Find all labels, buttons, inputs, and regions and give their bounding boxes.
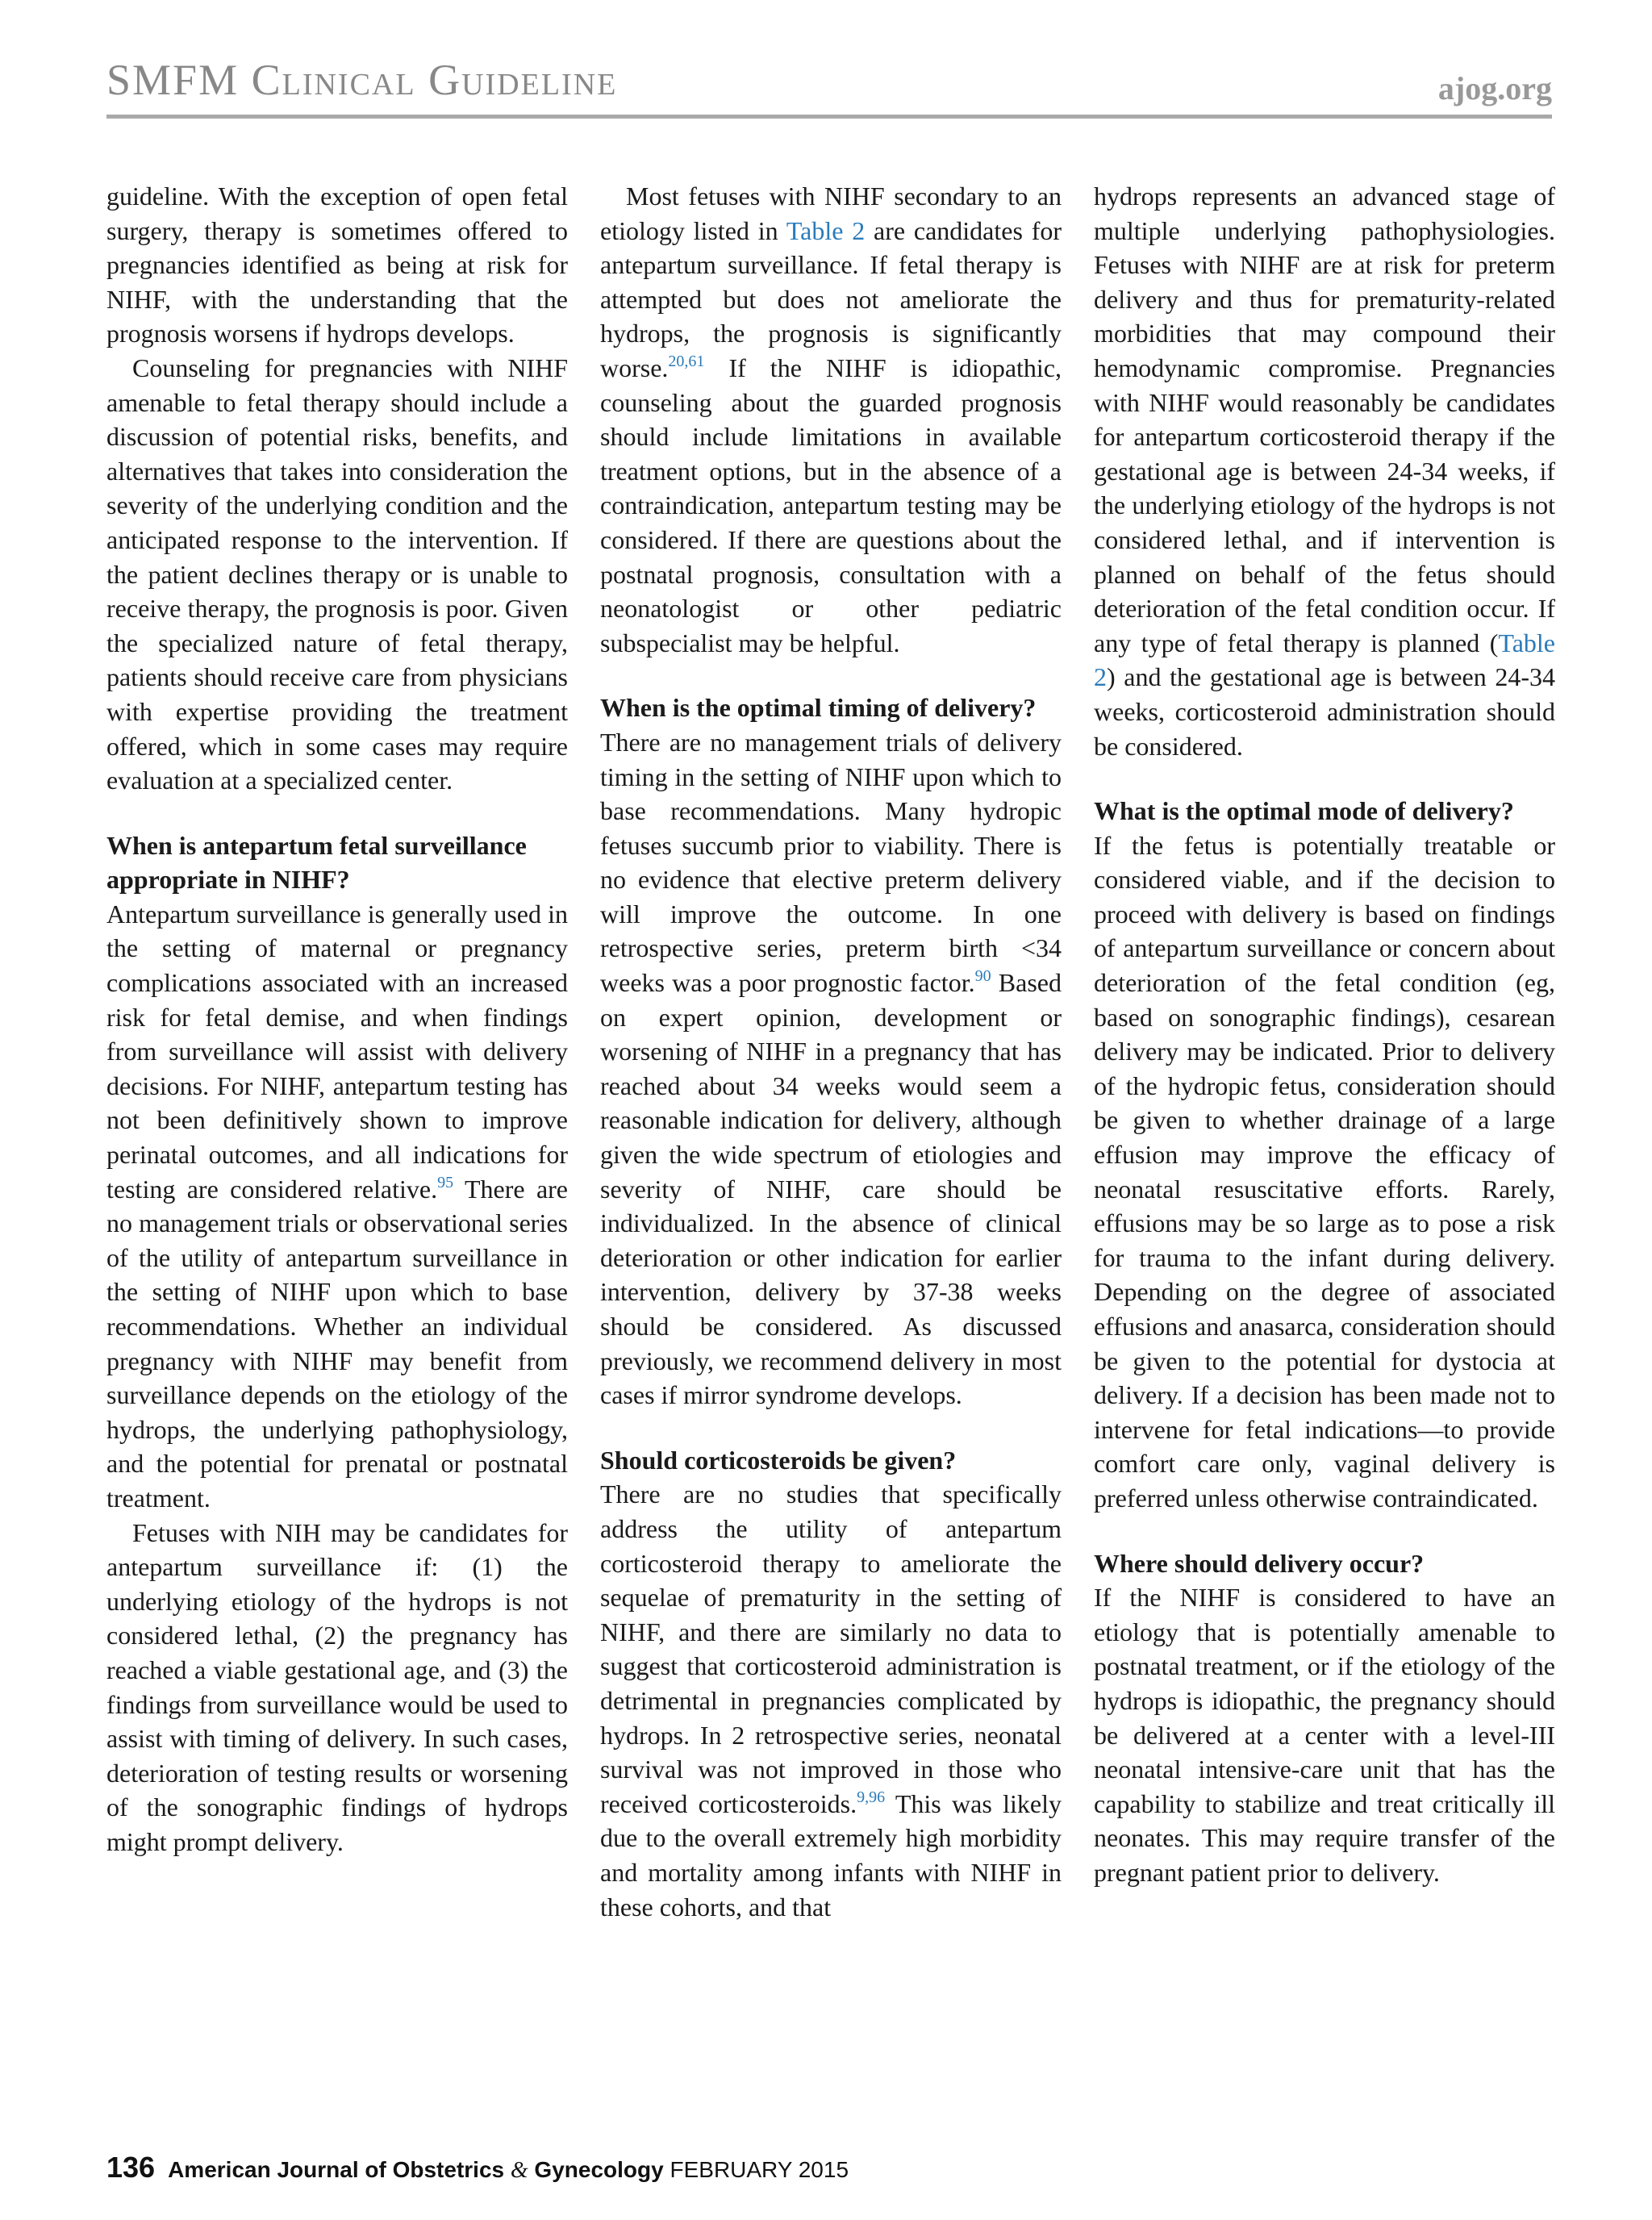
table-link[interactable]: Table 2 — [786, 215, 866, 245]
page-number: 136 — [106, 2151, 156, 2184]
text-run: hydrops represents an advanced stage of multiple underlying pathophysiologies. Fetuses with NIHF are at risk for preterm delivery and thus for prematurity-related morbidities that may compound their hemodynamic compromise. Pregnancies with NIHF would reasonably be candidates for antepartum corticosteroid therapy if the gestational age is between 24-34 weeks, if the underlying etiology of the hydrops is not considered lethal, and if intervention is planned on behalf of the fetus should deterioration of the fetal condition occur. If any type of fetal therapy is planned ( — [1094, 182, 1555, 657]
text-run: There are no management trials or observational series of the utility of antepartum surveillance in the setting of NIHF upon which to base recommendations. Whether an individual pregnancy with NIHF may benefit from surveillance depends on the etiology of the hydrops, the underlying pathophysiology, and the potential for prenatal or postnatal treatment. — [106, 1174, 569, 1513]
text-run: This was likely due to the overall extremely high morbidity and mortality among infants with NIHF in these cohorts, and that — [600, 1788, 1062, 1922]
section-heading: When is antepartum fetal surveillance appropriate in NIHF? — [106, 830, 527, 895]
text-run: Gynecology — [528, 2157, 664, 2182]
journal-name — [168, 2157, 664, 2182]
text-run: If the NIHF is idiopathic, counseling about the guarded prognosis should include limitations in available treatment options, but in the absence of a contraindication, antepartum testing may be considered. If there are questions about the postnatal prognosis, consultation with a neonatologist or other pediatric subspecialist may be helpful. — [600, 353, 1062, 657]
paragraph — [600, 179, 1062, 660]
text-run: American Journal of Obstetrics — [168, 2157, 511, 2182]
paragraph — [1094, 179, 1555, 763]
page-footer — [106, 2151, 849, 2185]
paragraph: If the NIHF is considered to have an etiology that is potentially amenable to postnatal treatment, or if the etiology of the hydrops is idiopathic, the pregnancy should be delivered at a center with a level-III neonatal intensive-care unit that has the capability to stabilize and treat critically ill neonates. This may require transfer of the pregnant patient prior to delivery. — [1094, 1583, 1555, 1887]
text-run: Antepartum surveillance is generally used in the setting of maternal or pregnancy complications associated with an increased risk for fetal demise, and when findings from surveillance will assist with delivery decisions. For NIHF, antepartum testing has not been definitively shown to improve perinatal outcomes, and all indications for testing are considered relative. — [106, 899, 568, 1204]
citation-link[interactable]: 20,61 — [668, 352, 705, 370]
issue-date: FEBRUARY 2015 — [670, 2157, 849, 2182]
paragraph: Fetuses with NIH may be candidates for antepartum surveillance if: (1) the underlying etiology of the hydrops is not considered lethal, (2) the pregnancy has reached a viable gestational age, and (3) the findings from surveillance would be used to assist with timing of delivery. In such cases, deterioration of testing results or worsening of the sonographic findings of hydrops might prompt delivery. — [106, 1517, 568, 1856]
citation-link[interactable]: 90 — [974, 967, 991, 986]
paragraph: If the fetus is potentially treatable or considered viable, and if the decision to proceed with delivery is based on findings of antepartum surveillance or concern about deterioration of the fetal condition (eg, based on sonographic findings), cesarean delivery may be indicated. Prior to delivery of the hydropic fetus, consideration should be given to whether drainage of a large effusion may improve the efficacy of neonatal resuscitative efforts. Rarely, effusions may be so large as to pose a risk for trauma to the infant during delivery. Depending on the degree of associated effusions and anasarca, consideration should be given to the potential for dystocia at delivery. If a decision has been made not to intervene for fetal indications—to provide comfort care only, vaginal delivery is preferred unless otherwise contraindicated. — [1094, 830, 1555, 1513]
paragraph — [106, 897, 568, 1516]
paragraph: Counseling for pregnancies with NIHF amenable to fetal therapy should include a discussion of potential risks, benefits, and alternatives that takes into consideration the severity of the underlying condition and the anticipated response to the intervention. If the patient declines therapy or is unable to receive therapy, the prognosis is poor. Given the specialized nature of fetal therapy, patients should receive care from physicians with expertise providing the treatment offered, which in some cases may require evaluation at a specialized center. — [106, 353, 568, 795]
paragraph — [600, 725, 1062, 1413]
paragraph: guideline. With the exception of open fetal surgery, therapy is sometimes offered to pregnancies identified as being at risk for NIHF, with the understanding that the prognosis worsens if hydrops develops. — [106, 182, 568, 348]
section-heading: When is the optimal timing of delivery? — [600, 693, 1037, 723]
section-heading: Should corticosteroids be given? — [600, 1445, 957, 1475]
table-link[interactable]: Table 2 — [1094, 628, 1555, 692]
section-heading: Where should delivery occur? — [1094, 1548, 1425, 1578]
text-run: There are no management trials of delivery timing in the setting of NIHF upon which to base recommendations. Many hydropic fetuses succumb prior to viability. There is no evidence that elective preterm delivery will improve the outcome. In one retrospective series, preterm birth <34 weeks was a poor prognostic factor. — [600, 727, 1062, 998]
section-heading: What is the optimal mode of delivery? — [1094, 796, 1514, 826]
citation-link[interactable]: 9,96 — [857, 1788, 886, 1806]
column-1 — [106, 179, 568, 1859]
column-3 — [1094, 179, 1555, 1890]
text-run: ) and the gestational age is between 24-34 weeks, corticosteroid administration should be considered. — [1094, 662, 1555, 761]
citation-link[interactable]: 95 — [437, 1173, 454, 1191]
paragraph — [600, 1477, 1062, 1924]
text-run: & — [510, 2158, 528, 2183]
journal-site-link[interactable]: ajog.org — [1437, 70, 1552, 106]
text-run: are candidates for antepartum surveillance. If fetal therapy is attempted but does not ameliorate the hydrops, the prognosis is significantly worse. — [600, 215, 1062, 382]
running-header-title: SMFM Clinical Guideline — [106, 56, 618, 104]
header-divider — [106, 115, 1552, 119]
column-2 — [600, 179, 1062, 1924]
text-run: Most fetuses with NIHF secondary to an etiology listed in — [600, 182, 1062, 245]
text-run: Based on expert opinion, development or worsening of NIHF in a pregnancy that has reached about 34 weeks would seem a reasonable indication for delivery, although given the wide spectrum of etiologies and severity of NIHF, care should be individualized. In the absence of clinical deterioration or other indication for earlier intervention, delivery by 37-38 weeks should be considered. As discussed previously, we recommend delivery in most cases if mirror syndrome develops. — [600, 968, 1062, 1410]
text-run: There are no studies that specifically address the utility of antepartum corticosteroid therapy to ameliorate the sequelae of prematurity in the setting of NIHF, and there are similarly no data to suggest that corticosteroid administration is detrimental in pregnancies complicated by hydrops. In 2 retrospective series, neonatal survival was not improved in those who received corticosteroids. — [600, 1479, 1062, 1818]
